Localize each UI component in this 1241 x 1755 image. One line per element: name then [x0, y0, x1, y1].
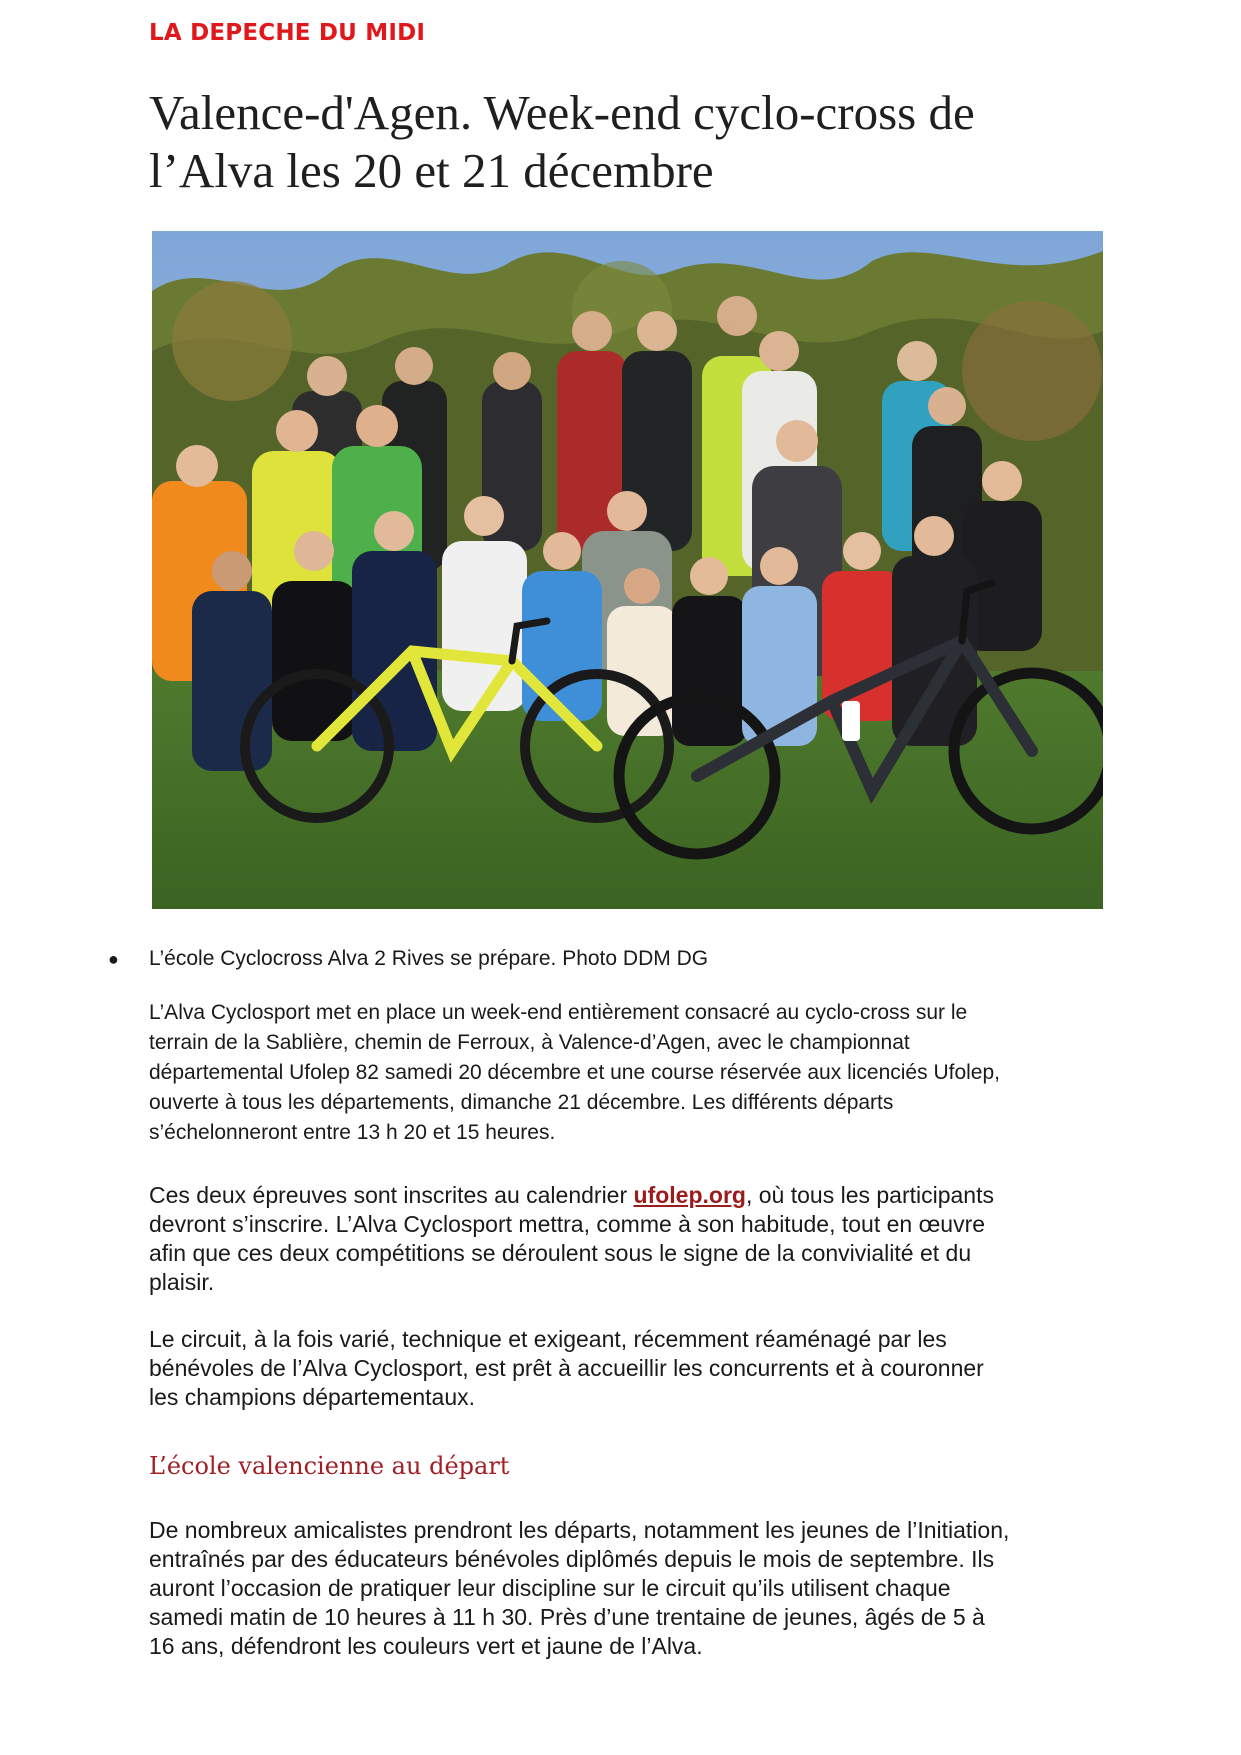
- paragraph-4-line-2: entraînés par des éducateurs bénévoles diplômés depuis le mois de septembre. Ils: [149, 1546, 995, 1572]
- paragraph-4-line-4: samedi matin de 10 heures à 11 h 30. Près d’une trentaine de jeunes, âgés de 5 à: [149, 1604, 985, 1630]
- paragraph-2: [149, 1181, 1089, 1297]
- newspaper-name: LA DEPECHE DU MIDI: [149, 20, 426, 46]
- paragraph-4-line-3: auront l’occasion de pratiquer leur discipline sur le circuit qu’ils utilisent chaque: [149, 1575, 951, 1601]
- headline-line-1: Valence-d'Agen. Week-end cyclo-cross de: [149, 85, 975, 140]
- paragraph-2-line-3: afin que ces deux compétitions se déroulent sous le signe de la convivialité et du: [149, 1240, 972, 1266]
- group-photo-illustration: [152, 231, 1103, 909]
- paragraph-1-line-2: terrain de la Sablière, chemin de Ferroux, à Valence-d’Agen, avec le championnat: [149, 1031, 910, 1054]
- paragraph-4-line-5: 16 ans, défendront les couleurs vert et jaune de l’Alva.: [149, 1633, 703, 1659]
- group-photo: [152, 231, 1103, 909]
- paragraph-2-line-4: plaisir.: [149, 1269, 215, 1295]
- article-headline: [149, 84, 1149, 200]
- paragraph-1-line-3: départemental Ufolep 82 samedi 20 décembre et une course réservée aux licenciés Ufolep,: [149, 1061, 1000, 1084]
- paragraph-3-line-3: les champions départementaux.: [149, 1384, 476, 1410]
- paragraph-1: [149, 998, 1089, 1148]
- paragraph-3-line-1: Le circuit, à la fois varié, technique et exigeant, récemment réaménagé par les: [149, 1326, 947, 1352]
- paragraph-3: [149, 1325, 1089, 1412]
- paragraph-4-line-1: De nombreux amicalistes prendront les départs, notamment les jeunes de l’Initiation,: [149, 1517, 1010, 1543]
- paragraph-2-before-link: Ces deux épreuves sont inscrites au calendrier: [149, 1182, 634, 1208]
- paragraph-2-line-2: devront s’inscrire. L’Alva Cyclosport mettra, comme à son habitude, tout en œuvre: [149, 1211, 986, 1237]
- paragraph-4: [149, 1516, 1089, 1661]
- paragraph-3-line-2: bénévoles de l’Alva Cyclosport, est prêt à accueillir les concurrents et à couronner: [149, 1355, 984, 1381]
- paragraph-1-line-5: s’échelonneront entre 13 h 20 et 15 heures.: [149, 1121, 556, 1144]
- headline-line-2: l’Alva les 20 et 21 décembre: [149, 143, 714, 198]
- bullet-icon: ●: [108, 949, 119, 969]
- ufolep-link[interactable]: ufolep.org: [633, 1182, 746, 1208]
- paragraph-1-line-1: L’Alva Cyclosport met en place un week-end entièrement consacré au cyclo-cross sur le: [149, 1001, 968, 1024]
- paragraph-2-after-link: , où tous les participants: [745, 1182, 994, 1208]
- paragraph-1-line-4: ouverte à tous les départements, dimanche 21 décembre. Les différents départs: [149, 1091, 894, 1114]
- section-subheading: L’école valencienne au départ: [149, 1452, 510, 1480]
- photo-caption: L’école Cyclocross Alva 2 Rives se prépare. Photo DDM DG: [149, 947, 709, 970]
